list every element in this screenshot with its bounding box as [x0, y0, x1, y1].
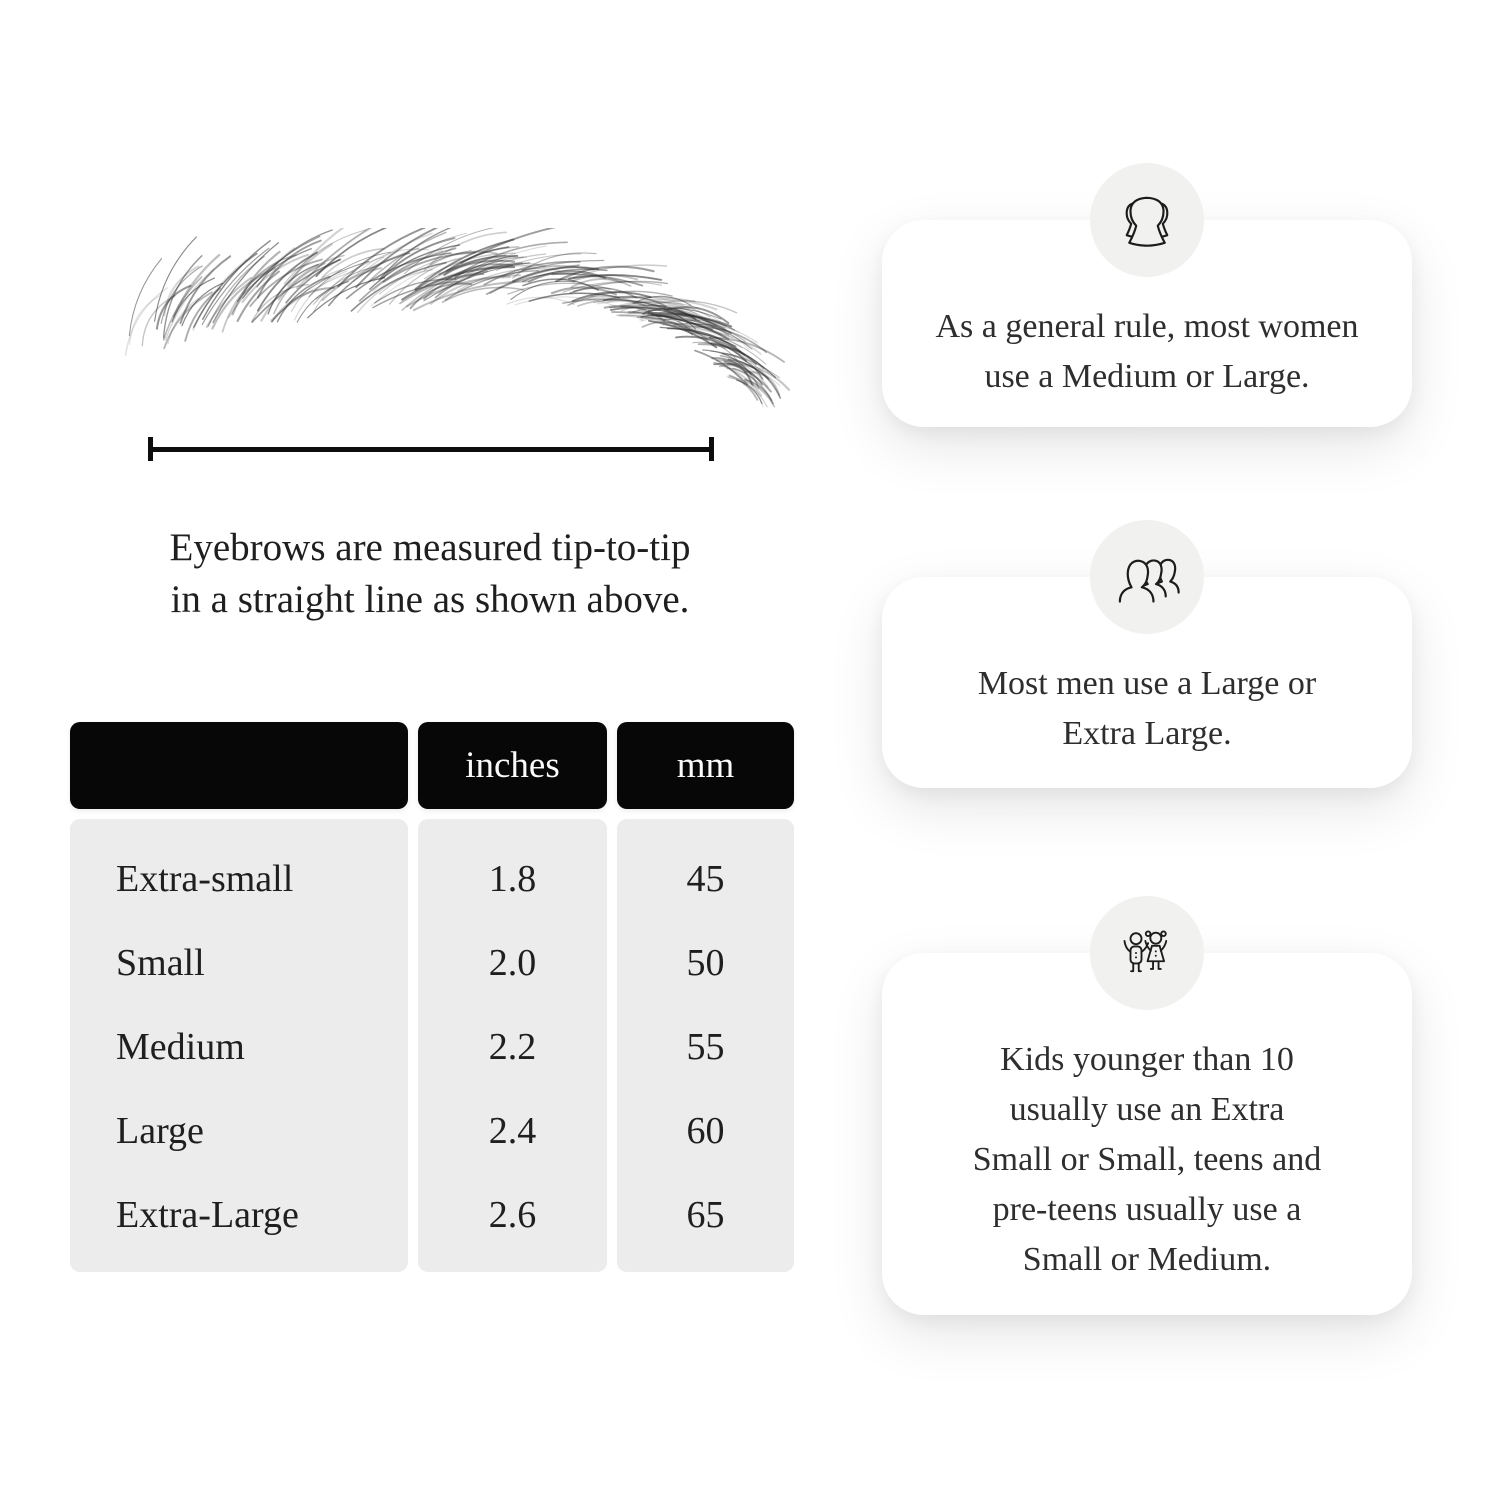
card-text-line: pre-teens usually use a — [992, 1191, 1302, 1228]
table-row-label: Small — [116, 942, 205, 984]
measurement-line — [148, 437, 714, 461]
card-text-line: Most men use a Large or — [977, 665, 1317, 702]
table-row-label: Large — [116, 1110, 204, 1152]
table-cell-inches: 2.4 — [488, 1110, 537, 1152]
measurement-caption — [80, 522, 780, 626]
size-table — [70, 722, 794, 1272]
size-table-column-inches — [418, 819, 607, 1272]
women-group-icon — [1109, 189, 1185, 251]
card-text-line: Small or Small, teens and — [972, 1141, 1322, 1178]
table-row-label: Medium — [116, 1026, 245, 1068]
size-table-column-labels — [70, 819, 408, 1272]
card-text-line: Extra Large. — [1062, 715, 1232, 752]
info-card-kids — [882, 953, 1412, 1315]
table-cell-mm: 65 — [686, 1194, 725, 1236]
men-group-icon — [1108, 546, 1186, 608]
table-cell-mm: 55 — [686, 1026, 725, 1068]
card-text-line: Small or Medium. — [1022, 1241, 1272, 1278]
table-cell-inches: 2.6 — [488, 1194, 537, 1236]
table-cell-inches: 2.2 — [488, 1026, 537, 1068]
size-table-header-mm: mm — [617, 722, 794, 809]
info-card-women — [882, 220, 1412, 427]
table-cell-mm: 60 — [686, 1110, 725, 1152]
table-cell-inches: 2.0 — [488, 942, 537, 984]
table-row-label: Extra-Large — [116, 1194, 299, 1236]
children-icon — [1114, 925, 1180, 981]
table-row-label: Extra-small — [116, 858, 294, 900]
size-table-column-mm — [617, 819, 794, 1272]
icon-circle — [1090, 520, 1204, 634]
card-text-line: Kids younger than 10 — [1000, 1041, 1294, 1078]
table-cell-mm: 50 — [686, 942, 725, 984]
table-cell-inches: 1.8 — [488, 858, 537, 900]
measurement-caption-line2: in a straight line as shown above. — [170, 578, 690, 621]
table-cell-mm: 45 — [686, 858, 725, 900]
card-text-line: use a Medium or Large. — [984, 358, 1310, 395]
card-text-line: usually use an Extra — [1009, 1091, 1285, 1128]
size-table-header-inches: inches — [418, 722, 607, 809]
measurement-line-bar — [148, 447, 714, 452]
measurement-line-right-cap — [709, 437, 714, 461]
measurement-caption-line1: Eyebrows are measured tip-to-tip — [169, 526, 691, 569]
icon-circle — [1090, 896, 1204, 1010]
eyebrow-illustration — [100, 228, 800, 428]
icon-circle — [1090, 163, 1204, 277]
size-table-header-blank — [70, 722, 408, 809]
info-card-men — [882, 577, 1412, 788]
card-text-line: As a general rule, most women — [935, 308, 1359, 345]
